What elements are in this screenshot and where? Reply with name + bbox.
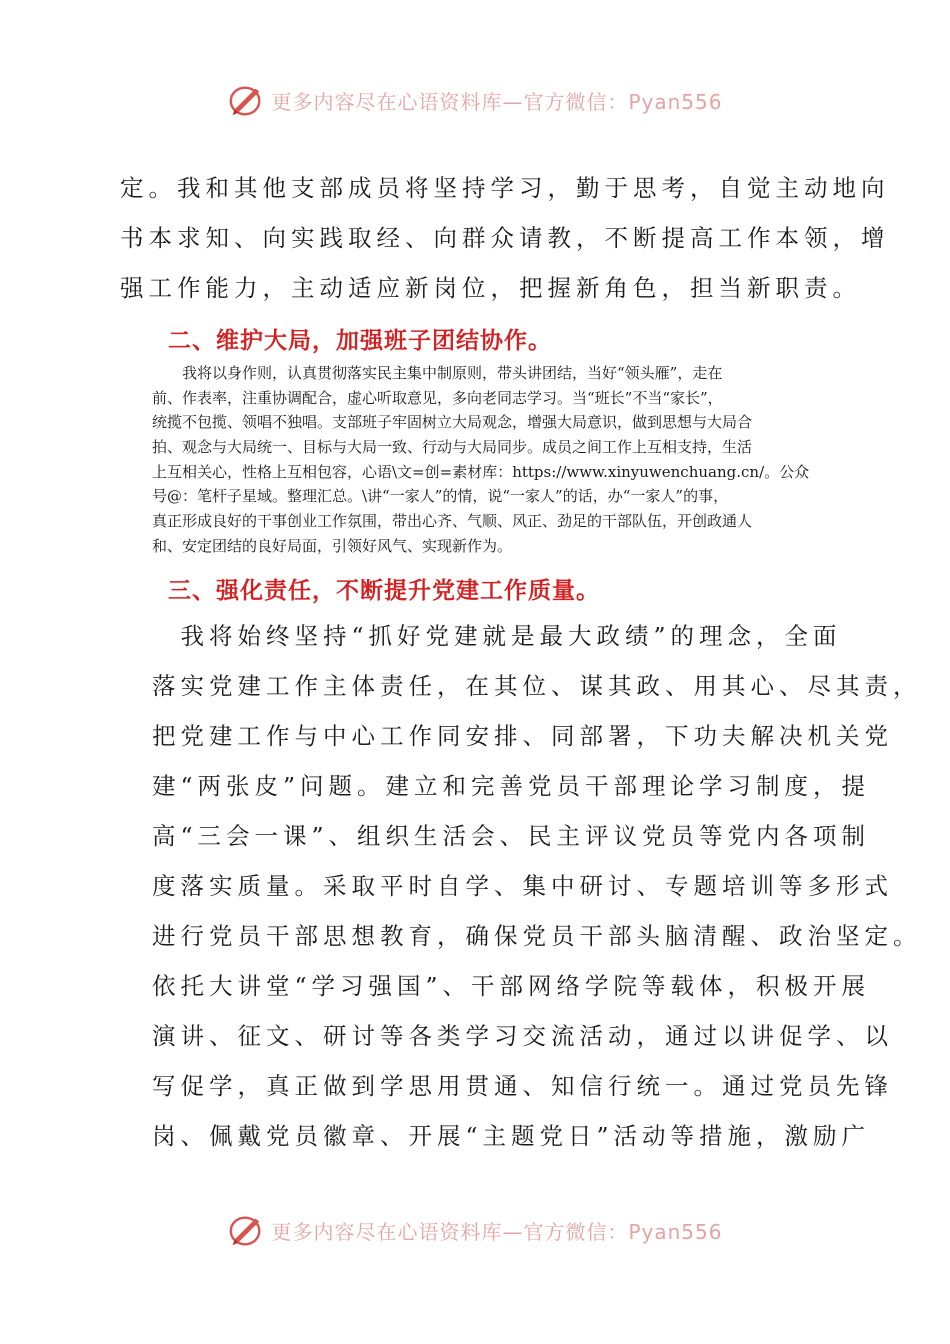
text-line: 我将以身作则，认真贯彻落实民主集中制原则，带头讲团结，当好“领头雁”，走在: [152, 364, 723, 382]
banner-text: 更多内容尽在心语资料库—官方微信：Pyan556: [271, 1219, 723, 1244]
text-line: 写促学，真正做到学思用贯通、知信行统一。通过党员先锋: [152, 1072, 893, 1100]
text-line: 书本求知、向实践取经、向群众请教，不断提高工作本领，增: [120, 224, 890, 252]
text-line: 进行党员干部思想教育，确保党员干部头脑清醒、政治坚定。: [152, 922, 922, 950]
header-banner: [0, 80, 950, 120]
text-line: 度落实质量。采取平时自学、集中研讨、专题培训等多形式: [152, 872, 893, 900]
text-line: 号@：笔杆子星域。整理汇总。\讲“一家人”的情，说“一家人”的话，办“一家人”的事，: [152, 487, 729, 506]
footer-banner: [0, 1210, 950, 1250]
intro-paragraph: [120, 163, 890, 313]
section-3-paragraph: [152, 611, 922, 1161]
text-line: 定。我和其他支部成员将坚持学习，勤于思考，自觉主动地向: [120, 174, 890, 202]
text-line: 上互相关心，性格上互相包容，心语\文=创=素材库：https://www.xinyuwenchuang.cn/。公众: [152, 462, 810, 481]
text-line: 我将始终坚持“抓好党建就是最大政绩”的理念，全面: [152, 622, 842, 650]
section-2-paragraph: [152, 361, 852, 559]
text-line: 落实党建工作主体责任，在其位、谋其政、用其心、尽其责，: [152, 672, 922, 700]
section-heading-2: 二、维护大局，加强班子团结协作。: [168, 328, 552, 354]
text-line: 建“两张皮”问题。建立和完善党员干部理论学习制度，提: [152, 772, 871, 800]
text-line: 和、安定团结的良好局面，引领好风气、实现新作为。: [152, 536, 513, 555]
text-line: 真正形成良好的干事创业工作氛围，带出心齐、气顺、风正、劲足的干部队伍，开创政通人: [152, 512, 753, 531]
text-line: 依托大讲堂“学习强国”、干部网络学院等载体，积极开展: [152, 972, 871, 1000]
text-line: 拍、观念与大局统一、目标与大局一致、行动与大局同步。成员之间工作上互相支持，生活: [152, 438, 753, 457]
text-line: 前、作表率，注重协调配合，虚心听取意见，多向老同志学习。当“班长”不当“家长”，: [152, 388, 723, 407]
banner-text: 更多内容尽在心语资料库—官方微信：Pyan556: [271, 89, 723, 114]
text-line: 统揽不包揽、领唱不独唱。支部班子牢固树立大局观念，增强大局意识，做到思想与大局合: [152, 413, 753, 432]
section-heading-3: 三、强化责任，不断提升党建工作质量。: [168, 578, 600, 604]
pen-logo-icon: [227, 1211, 265, 1249]
text-line: 把党建工作与中心工作同安排、同部署，下功夫解决机关党: [152, 722, 893, 750]
pen-logo-icon: [227, 81, 265, 119]
text-line: 强工作能力，主动适应新岗位，把握新角色，担当新职责。: [120, 274, 861, 302]
text-line: 高“三会一课”、组织生活会、民主评议党员等党内各项制: [152, 822, 871, 850]
text-line: 演讲、征文、研讨等各类学习交流活动，通过以讲促学、以: [152, 1022, 893, 1050]
text-line: 岗、佩戴党员徽章、开展“主题党日”活动等措施，激励广: [152, 1122, 871, 1150]
